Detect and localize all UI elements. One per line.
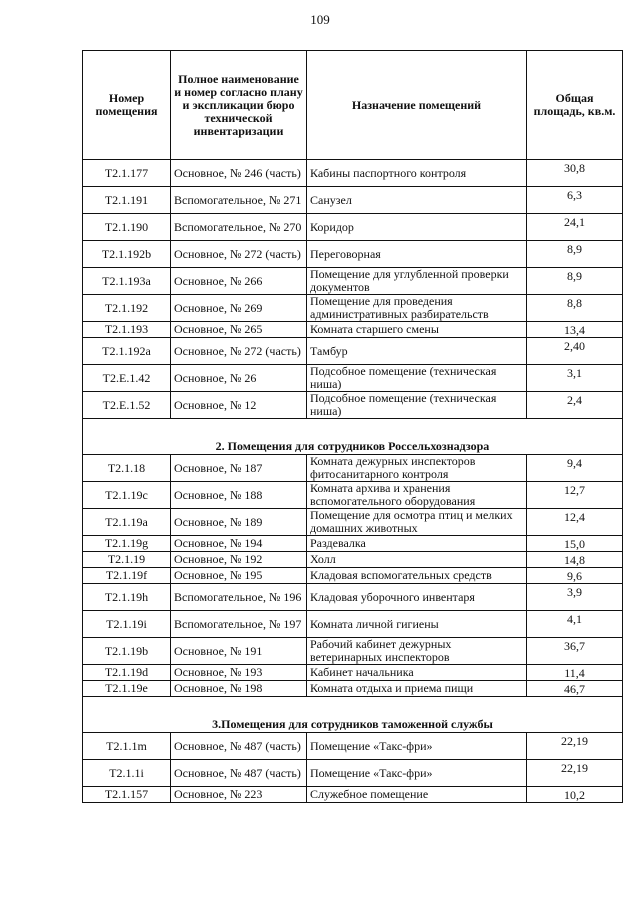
plan-name-cell: Основное, № 192 bbox=[171, 552, 307, 568]
purpose-cell: Помещение для осмотра птиц и мелких домашних животных bbox=[307, 509, 527, 536]
area-cell: 22,19 bbox=[527, 733, 623, 760]
room-number-cell: T2.1.157 bbox=[83, 787, 171, 803]
plan-name-cell: Основное, № 269 bbox=[171, 295, 307, 322]
plan-name-cell: Основное, № 12 bbox=[171, 392, 307, 419]
table-row bbox=[83, 733, 623, 760]
plan-name-cell: Основное, № 223 bbox=[171, 787, 307, 803]
area-cell: 11,4 bbox=[527, 665, 623, 681]
room-number-cell: T2.1.19 bbox=[83, 552, 171, 568]
area-cell: 8,9 bbox=[527, 241, 623, 268]
table-body bbox=[83, 160, 623, 803]
table-row bbox=[83, 760, 623, 787]
purpose-cell: Комната архива и хранения вспомогательного оборудования bbox=[307, 482, 527, 509]
plan-name-cell: Основное, № 487 (часть) bbox=[171, 733, 307, 760]
purpose-cell: Помещение «Такс-фри» bbox=[307, 733, 527, 760]
room-number-cell: T2.1.18 bbox=[83, 455, 171, 482]
header-room-number: Номер помещения bbox=[83, 51, 171, 160]
plan-name-cell: Основное, № 189 bbox=[171, 509, 307, 536]
plan-name-cell: Основное, № 194 bbox=[171, 536, 307, 552]
table-row bbox=[83, 536, 623, 552]
table-row bbox=[83, 295, 623, 322]
plan-name-cell: Основное, № 193 bbox=[171, 665, 307, 681]
table-row bbox=[83, 681, 623, 697]
area-cell: 9,4 bbox=[527, 455, 623, 482]
plan-name-cell: Вспомогательное, № 271 bbox=[171, 187, 307, 214]
purpose-cell: Тамбур bbox=[307, 338, 527, 365]
purpose-cell: Кабины паспортного контроля bbox=[307, 160, 527, 187]
table-row bbox=[83, 455, 623, 482]
table-row bbox=[83, 665, 623, 681]
area-cell: 3,9 bbox=[527, 584, 623, 611]
purpose-cell: Помещение для проведения административных разбирательств bbox=[307, 295, 527, 322]
purpose-cell: Коридор bbox=[307, 214, 527, 241]
area-cell: 22,19 bbox=[527, 760, 623, 787]
plan-name-cell: Основное, № 246 (часть) bbox=[171, 160, 307, 187]
purpose-cell: Служебное помещение bbox=[307, 787, 527, 803]
purpose-cell: Рабочий кабинет дежурных ветеринарных инспекторов bbox=[307, 638, 527, 665]
table-row bbox=[83, 187, 623, 214]
header-area: Общая площадь, кв.м. bbox=[527, 51, 623, 160]
table-row bbox=[83, 241, 623, 268]
room-number-cell: T2.1.193a bbox=[83, 268, 171, 295]
area-cell: 36,7 bbox=[527, 638, 623, 665]
table-row bbox=[83, 482, 623, 509]
table-row bbox=[83, 787, 623, 803]
plan-name-cell: Основное, № 188 bbox=[171, 482, 307, 509]
area-cell: 8,9 bbox=[527, 268, 623, 295]
table-row bbox=[83, 268, 623, 295]
room-number-cell: T2.1.19c bbox=[83, 482, 171, 509]
table-row bbox=[83, 611, 623, 638]
room-number-cell: T2.E.1.52 bbox=[83, 392, 171, 419]
table-row bbox=[83, 322, 623, 338]
section-header-row bbox=[83, 697, 623, 733]
room-number-cell: T2.E.1.42 bbox=[83, 365, 171, 392]
table-row bbox=[83, 638, 623, 665]
area-cell: 14,8 bbox=[527, 552, 623, 568]
header-plan-name: Полное наименование и номер согласно плану и экспликации бюро технической инвентаризации bbox=[171, 51, 307, 160]
purpose-cell: Комната отдыха и приема пищи bbox=[307, 681, 527, 697]
area-cell: 9,6 bbox=[527, 568, 623, 584]
area-cell: 12,7 bbox=[527, 482, 623, 509]
purpose-cell: Кладовая уборочного инвентаря bbox=[307, 584, 527, 611]
plan-name-cell: Вспомогательное, № 197 bbox=[171, 611, 307, 638]
purpose-cell: Холл bbox=[307, 552, 527, 568]
section-title: 2. Помещения для сотрудников Россельхознадзора bbox=[83, 419, 623, 455]
area-cell: 8,8 bbox=[527, 295, 623, 322]
area-cell: 2,4 bbox=[527, 392, 623, 419]
area-cell: 3,1 bbox=[527, 365, 623, 392]
area-cell: 10,2 bbox=[527, 787, 623, 803]
purpose-cell: Кладовая вспомогательных средств bbox=[307, 568, 527, 584]
area-cell: 24,1 bbox=[527, 214, 623, 241]
table-row bbox=[83, 552, 623, 568]
room-number-cell: T2.1.192b bbox=[83, 241, 171, 268]
plan-name-cell: Основное, № 198 bbox=[171, 681, 307, 697]
table-row bbox=[83, 338, 623, 365]
plan-name-cell: Вспомогательное, № 196 bbox=[171, 584, 307, 611]
room-number-cell: T2.1.19d bbox=[83, 665, 171, 681]
header-purpose: Назначение помещений bbox=[307, 51, 527, 160]
plan-name-cell: Основное, № 272 (часть) bbox=[171, 241, 307, 268]
room-number-cell: T2.1.1m bbox=[83, 733, 171, 760]
purpose-cell: Помещение «Такс-фри» bbox=[307, 760, 527, 787]
room-number-cell: T2.1.192a bbox=[83, 338, 171, 365]
plan-name-cell: Вспомогательное, № 270 bbox=[171, 214, 307, 241]
purpose-cell: Комната личной гигиены bbox=[307, 611, 527, 638]
plan-name-cell: Основное, № 191 bbox=[171, 638, 307, 665]
plan-name-cell: Основное, № 272 (часть) bbox=[171, 338, 307, 365]
room-number-cell: T2.1.19a bbox=[83, 509, 171, 536]
purpose-cell: Комната старшего смены bbox=[307, 322, 527, 338]
purpose-cell: Подсобное помещение (техническая ниша) bbox=[307, 365, 527, 392]
area-cell: 6,3 bbox=[527, 187, 623, 214]
room-number-cell: T2.1.177 bbox=[83, 160, 171, 187]
room-number-cell: T2.1.190 bbox=[83, 214, 171, 241]
room-number-cell: T2.1.19h bbox=[83, 584, 171, 611]
table-row bbox=[83, 214, 623, 241]
area-cell: 30,8 bbox=[527, 160, 623, 187]
table-row bbox=[83, 509, 623, 536]
area-cell: 13,4 bbox=[527, 322, 623, 338]
plan-name-cell: Основное, № 487 (часть) bbox=[171, 760, 307, 787]
purpose-cell: Подсобное помещение (техническая ниша) bbox=[307, 392, 527, 419]
purpose-cell: Переговорная bbox=[307, 241, 527, 268]
plan-name-cell: Основное, № 187 bbox=[171, 455, 307, 482]
room-number-cell: T2.1.19i bbox=[83, 611, 171, 638]
table-row bbox=[83, 160, 623, 187]
premises-table bbox=[82, 50, 623, 803]
area-cell: 15,0 bbox=[527, 536, 623, 552]
room-number-cell: T2.1.191 bbox=[83, 187, 171, 214]
area-cell: 2,40 bbox=[527, 338, 623, 365]
plan-name-cell: Основное, № 265 bbox=[171, 322, 307, 338]
purpose-cell: Санузел bbox=[307, 187, 527, 214]
room-number-cell: T2.1.193 bbox=[83, 322, 171, 338]
section-title: 3.Помещения для сотрудников таможенной службы bbox=[83, 697, 623, 733]
plan-name-cell: Основное, № 26 bbox=[171, 365, 307, 392]
section-header-row bbox=[83, 419, 623, 455]
table-row bbox=[83, 392, 623, 419]
purpose-cell: Комната дежурных инспекторов фитосанитарного контроля bbox=[307, 455, 527, 482]
purpose-cell: Раздевалка bbox=[307, 536, 527, 552]
purpose-cell: Кабинет начальника bbox=[307, 665, 527, 681]
purpose-cell: Помещение для углубленной проверки документов bbox=[307, 268, 527, 295]
area-cell: 46,7 bbox=[527, 681, 623, 697]
room-number-cell: T2.1.19g bbox=[83, 536, 171, 552]
area-cell: 12,4 bbox=[527, 509, 623, 536]
room-number-cell: T2.1.192 bbox=[83, 295, 171, 322]
area-cell: 4,1 bbox=[527, 611, 623, 638]
table-row bbox=[83, 365, 623, 392]
room-number-cell: T2.1.19e bbox=[83, 681, 171, 697]
room-number-cell: T2.1.19b bbox=[83, 638, 171, 665]
plan-name-cell: Основное, № 266 bbox=[171, 268, 307, 295]
plan-name-cell: Основное, № 195 bbox=[171, 568, 307, 584]
page-number: 109 bbox=[310, 12, 330, 27]
room-number-cell: T2.1.1i bbox=[83, 760, 171, 787]
table-header-row bbox=[83, 51, 623, 160]
room-number-cell: T2.1.19f bbox=[83, 568, 171, 584]
table-row bbox=[83, 584, 623, 611]
table-row bbox=[83, 568, 623, 584]
